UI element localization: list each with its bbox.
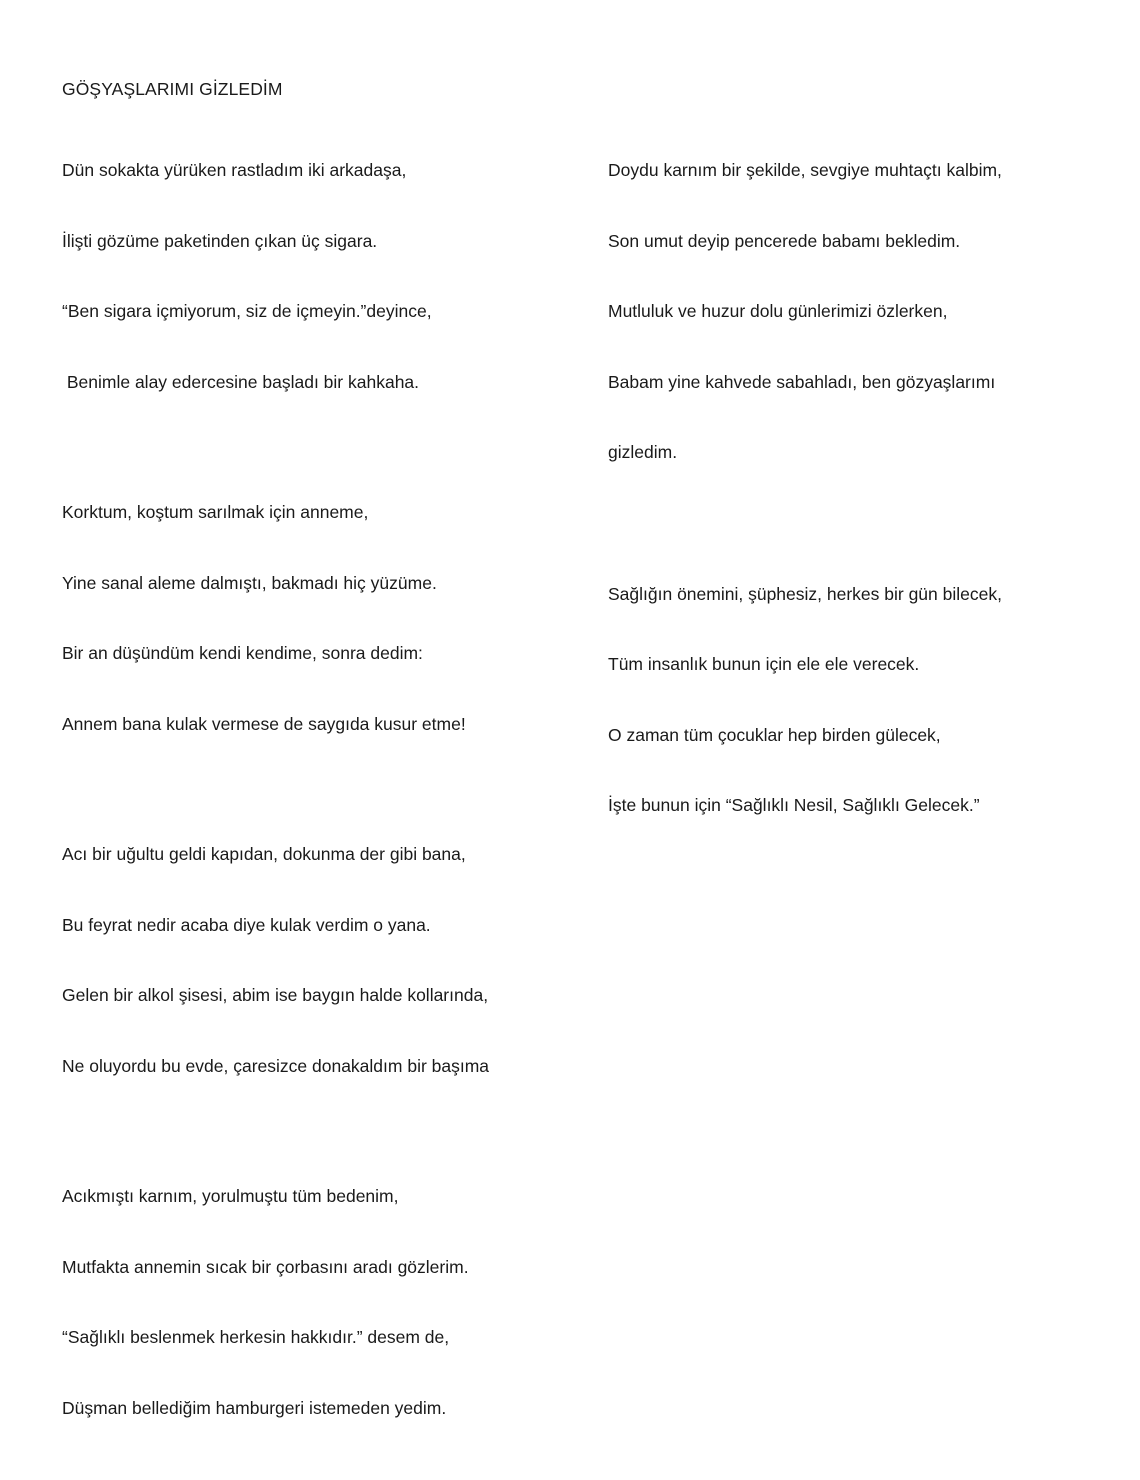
poem-line: gizledim. xyxy=(608,442,678,462)
poem-line: Acıkmıştı karnım, yorulmuştu tüm bedenim, xyxy=(62,1186,399,1206)
poem-title: GÖŞYAŞLARIMI GİZLEDİM xyxy=(62,79,283,99)
stanza-2 xyxy=(62,454,582,783)
poem-line: “Sağlıklı beslenmek herkesin hakkıdır.” desem de, xyxy=(62,1327,450,1347)
stanza-6 xyxy=(608,536,1108,865)
poem-line: İlişti gözüme paketinden çıkan üç sigara. xyxy=(62,230,378,251)
poem-line: İşte bunun için “Sağlıklı Nesil, Sağlıklı Gelecek.” xyxy=(608,795,980,815)
poem-line: Benimle alay edercesine başladı bir kahkaha. xyxy=(62,371,420,392)
poem-line: Doydu karnım bir şekilde, sevgiye muhtaçtı kalbim, xyxy=(608,160,1002,180)
poem-line: Korktum, koştum sarılmak için anneme, xyxy=(62,502,369,522)
poem-line: Sağlığın önemini, şüphesiz, herkes bir gün bilecek, xyxy=(608,583,1002,604)
poem-line: Mutluluk ve huzur dolu günlerimizi özlerken, xyxy=(608,301,948,321)
poem-line: Mutfakta annemin sıcak bir çorbasını aradı gözlerim. xyxy=(62,1256,469,1277)
stanza-4 xyxy=(62,1138,582,1467)
poem-line: Tüm insanlık bunun için ele ele verecek. xyxy=(608,654,920,674)
poem-line: Yine sanal aleme dalmıştı, bakmadı hiç yüzüme. xyxy=(62,572,437,593)
left-column xyxy=(62,112,582,1480)
poem-line: Ne oluyordu bu evde, çaresizce donakaldım bir başıma xyxy=(62,1055,490,1076)
poem-line: Bir an düşündüm kendi kendime, sonra dedim: xyxy=(62,643,423,663)
poem-line: O zaman tüm çocuklar hep birden gülecek, xyxy=(608,724,941,745)
stanza-1 xyxy=(62,112,582,441)
poem-line: Acı bir uğultu geldi kapıdan, dokunma der gibi bana, xyxy=(62,844,466,864)
poem-line: Dün sokakta yürüken rastladım iki arkadaşa, xyxy=(62,160,407,180)
poem-line: Düşman bellediğim hamburgeri istemeden yedim. xyxy=(62,1397,447,1418)
poem-line: Annem bana kulak vermese de saygıda kusur etme! xyxy=(62,713,466,734)
poem-line: “Ben sigara içmiyorum, siz de içmeyin.”deyince, xyxy=(62,301,432,321)
poem-line: Gelen bir alkol şisesi, abim ise baygın halde kollarında, xyxy=(62,985,489,1005)
stanza-5 xyxy=(608,112,1108,512)
right-column xyxy=(608,112,1108,889)
poem-line: Son umut deyip pencerede babamı bekledim. xyxy=(608,230,961,251)
poem-line: Bu feyrat nedir acaba diye kulak verdim o yana. xyxy=(62,914,431,935)
poem-line: Babam yine kahvede sabahladı, ben gözyaşlarımı xyxy=(608,371,996,392)
stanza-3 xyxy=(62,796,582,1125)
